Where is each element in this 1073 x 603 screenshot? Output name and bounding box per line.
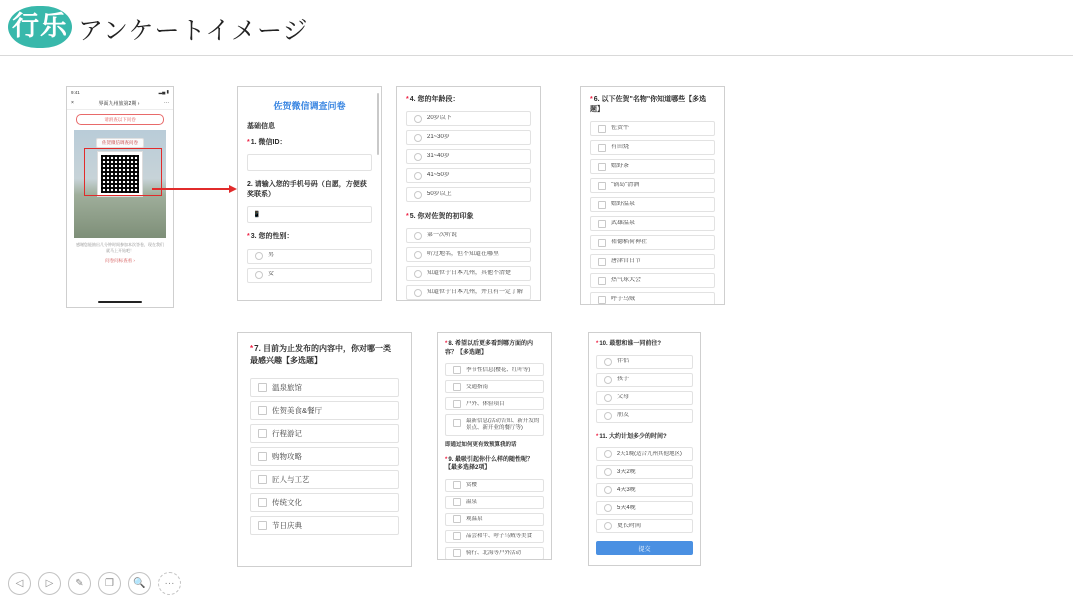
survey-panel-4 xyxy=(237,332,412,567)
question-3-title: *3. 您的性别： xyxy=(247,233,294,241)
option-companion-1[interactable]: 孩子 xyxy=(596,373,693,387)
option-attraction-0[interactable]: 赏樱 xyxy=(445,479,544,492)
checkbox-icon xyxy=(453,383,461,391)
radio-icon xyxy=(604,522,612,530)
survey-panel-5 xyxy=(437,332,552,560)
option-interest-0[interactable]: 温泉旅馆 xyxy=(250,378,399,397)
radio-icon xyxy=(414,172,422,180)
next-page-button[interactable]: ▷ xyxy=(38,572,61,595)
option-interest-1[interactable]: 佐贺美食&餐厅 xyxy=(250,401,399,420)
radio-icon xyxy=(414,232,422,240)
option-duration-4[interactable]: 更长时间 xyxy=(596,519,693,533)
question-8-title: *8. 希望以后更多看到哪方面的内容？【多选题】 xyxy=(445,341,534,356)
option-interest-4[interactable]: 匠人与工艺 xyxy=(250,470,399,489)
question-9-title: *9. 最吸引起你什么样的随性呢？【最多选择2项】 xyxy=(445,456,534,472)
option-age-3[interactable]: 41~50岁 xyxy=(406,168,531,183)
copy-tool-button[interactable]: ❐ xyxy=(98,572,121,595)
option-attraction-3[interactable]: 品尝和牛、呼子乌贼等美食 xyxy=(445,530,544,543)
checkbox-icon xyxy=(258,521,267,530)
option-meibutsu-1[interactable]: 有田烧 xyxy=(590,140,715,155)
option-interest-5[interactable]: 传统文化 xyxy=(250,493,399,512)
question-6-title: *6. 以下佐贺"名物"你知道哪些【多选题】 xyxy=(590,96,707,114)
page-header xyxy=(0,0,1073,56)
option-meibutsu-9[interactable]: 呼子乌贼 xyxy=(590,292,715,304)
brand-logo: 行乐 xyxy=(8,6,72,48)
radio-icon xyxy=(414,153,422,161)
radio-icon xyxy=(604,358,612,366)
status-time: 9:41 xyxy=(71,89,80,95)
close-icon[interactable]: × xyxy=(71,100,74,106)
option-meibutsu-4[interactable]: 嬉野温泉 xyxy=(590,197,715,212)
option-duration-3[interactable]: 5天4晚 xyxy=(596,501,693,515)
arrow-head xyxy=(229,185,237,193)
option-meibutsu-8[interactable]: 热气球大会 xyxy=(590,273,715,288)
option-impression-1[interactable]: 听过地名，但不知道在哪里 xyxy=(406,247,531,262)
option-meibutsu-2[interactable]: 嬉野茶 xyxy=(590,159,715,174)
radio-icon xyxy=(604,412,612,420)
option-meibutsu-3[interactable]: "锅岛"清酒 xyxy=(590,178,715,193)
survey-title: 佐贺微信调查问卷 xyxy=(273,101,346,111)
radio-icon xyxy=(604,394,612,402)
checkbox-icon xyxy=(258,498,267,507)
checkbox-icon xyxy=(258,383,267,392)
checkbox-icon xyxy=(598,144,606,152)
checkbox-icon xyxy=(453,532,461,540)
option-age-0[interactable]: 20岁以下 xyxy=(406,111,531,126)
survey-panel-3 xyxy=(580,86,725,305)
checkbox-icon xyxy=(598,258,606,266)
survey-panel-6 xyxy=(588,332,701,566)
checkbox-icon xyxy=(598,163,606,171)
checkbox-icon xyxy=(453,419,461,427)
option-impression-3[interactable]: 知道位于日本九州，并且有一定了解 xyxy=(406,285,531,300)
hero-caption: 感谢您能抽出几分钟时间参加本次答卷，现在我们就马上开始吧！ xyxy=(76,242,164,253)
section-basic-info: 基础信息 xyxy=(247,123,275,130)
checkbox-icon xyxy=(453,515,461,523)
option-impression-2[interactable]: 知道位于日本九州，其他不清楚 xyxy=(406,266,531,281)
radio-icon xyxy=(414,134,422,142)
survey-panel-1 xyxy=(237,86,382,301)
hero-title-pill: 佐贺微信调查问卷 xyxy=(96,138,144,148)
pointer-arrow xyxy=(152,188,238,190)
survey-link[interactable]: 问卷问标查看 › xyxy=(105,258,135,263)
arrow-line xyxy=(152,188,230,190)
option-duration-0[interactable]: 2天1晚(适合九州其他地区) xyxy=(596,447,693,461)
option-companion-2[interactable]: 父母 xyxy=(596,391,693,405)
radio-icon xyxy=(255,271,263,279)
checkbox-icon xyxy=(258,406,267,415)
radio-icon xyxy=(414,289,422,297)
question-4-title: *4. 您的年龄段： xyxy=(406,96,460,103)
checkbox-icon xyxy=(598,220,606,228)
checkbox-icon xyxy=(453,498,461,506)
option-meibutsu-6[interactable]: 祐德稻荷神社 xyxy=(590,235,715,250)
option-impression-0[interactable]: 第一次听说 xyxy=(406,228,531,243)
option-attraction-4[interactable]: 骑行、北海等户外活动 xyxy=(445,547,544,559)
radio-icon xyxy=(604,468,612,476)
checkbox-icon xyxy=(598,201,606,209)
radio-icon xyxy=(604,450,612,458)
checkbox-icon xyxy=(598,182,606,190)
survey-panel-2 xyxy=(396,86,541,301)
radio-icon xyxy=(255,252,263,260)
option-future-content-2[interactable]: 户外、体验项目 xyxy=(445,397,544,410)
option-future-content-1[interactable]: 交通指南 xyxy=(445,380,544,393)
more-tool-button[interactable]: ··· xyxy=(158,572,181,595)
question-1-title: *1. 微信ID： xyxy=(247,139,287,146)
radio-icon xyxy=(414,191,422,199)
submit-button[interactable]: 提交 xyxy=(596,541,693,555)
radio-icon xyxy=(414,270,422,278)
checkbox-icon xyxy=(453,400,461,408)
option-interest-2[interactable]: 行程游记 xyxy=(250,424,399,443)
radio-icon xyxy=(604,504,612,512)
wechat-id-input[interactable] xyxy=(247,154,372,171)
hero-image xyxy=(74,130,166,238)
checkbox-icon xyxy=(453,366,461,374)
radio-icon xyxy=(604,376,612,384)
checkbox-icon xyxy=(598,296,606,304)
option-gender-male[interactable]: 男 xyxy=(247,249,372,264)
option-meibutsu-5[interactable]: 武雄温泉 xyxy=(590,216,715,231)
highlight-box xyxy=(84,148,162,196)
option-duration-1[interactable]: 3天2晚 xyxy=(596,465,693,479)
phone-status-bar xyxy=(67,87,173,97)
question-10-title: *10. 最想和谁一同前往? xyxy=(596,341,662,347)
checkbox-icon xyxy=(598,125,606,133)
option-future-content-0[interactable]: 季节性信息(樱花、红叶等) xyxy=(445,363,544,376)
checkbox-icon xyxy=(453,481,461,489)
question-sub-note: 即通过如何更有效预算我的话 xyxy=(445,441,517,448)
option-interest-3[interactable]: 购物攻略 xyxy=(250,447,399,466)
prev-page-button[interactable]: ◁ xyxy=(8,572,31,595)
checkbox-icon xyxy=(453,549,461,557)
home-indicator xyxy=(98,301,142,303)
option-companion-3[interactable]: 朋友 xyxy=(596,409,693,423)
checkbox-icon xyxy=(258,475,267,484)
page-title: アンケートイメージ xyxy=(78,17,309,45)
question-11-title: *11. 大约计划多少的时间? xyxy=(596,433,667,440)
checkbox-icon xyxy=(258,429,267,438)
option-duration-2[interactable]: 4天3晚 xyxy=(596,483,693,497)
phone-mockup xyxy=(66,86,174,308)
nav-title: 界面九州旅第2期 › xyxy=(98,100,140,107)
option-interest-6[interactable]: 节日庆典 xyxy=(250,516,399,535)
option-companion-0[interactable]: 伴侣 xyxy=(596,355,693,369)
status-icons: ▂▄ ▮ xyxy=(158,89,169,94)
option-meibutsu-0[interactable]: 佐贺牛 xyxy=(590,121,715,136)
phone-nav-bar xyxy=(67,97,173,110)
option-gender-female[interactable]: 女 xyxy=(247,268,372,283)
pen-tool-button[interactable]: ✎ xyxy=(68,572,91,595)
option-age-4[interactable]: 50岁以上 xyxy=(406,187,531,202)
checkbox-icon xyxy=(598,277,606,285)
checkbox-icon xyxy=(258,452,267,461)
phone-number-input[interactable]: 📱 xyxy=(247,206,372,223)
option-age-1[interactable]: 21~30岁 xyxy=(406,130,531,145)
radio-icon xyxy=(604,486,612,494)
option-age-2[interactable]: 31~40岁 xyxy=(406,149,531,164)
option-attraction-1[interactable]: 温泉 xyxy=(445,496,544,509)
checkbox-icon xyxy=(598,239,606,247)
bottom-toolbar xyxy=(8,572,181,595)
more-icon[interactable]: ··· xyxy=(163,100,169,106)
zoom-tool-button[interactable]: 🔍 xyxy=(128,572,151,595)
scrollbar[interactable] xyxy=(377,93,379,155)
option-future-content-3[interactable]: 最新信息(活动告知、新开发的景点、新开业的餐厅等) xyxy=(445,414,544,435)
radio-icon xyxy=(414,251,422,259)
option-attraction-2[interactable]: 观温泉 xyxy=(445,513,544,526)
scroll-hint-banner: 请滑查以下问卷 xyxy=(76,114,164,125)
option-meibutsu-7[interactable]: 唐津宫日节 xyxy=(590,254,715,269)
question-5-title: *5. 你对佐贺的初印象 xyxy=(406,213,474,221)
radio-icon xyxy=(414,115,422,123)
question-2-title: 2. 请输入您的手机号码（自愿，方便获奖联系） xyxy=(247,181,367,199)
question-7-title: *7. 目前为止发布的内容中，你对哪一类最感兴趣【多选题】 xyxy=(250,344,392,365)
